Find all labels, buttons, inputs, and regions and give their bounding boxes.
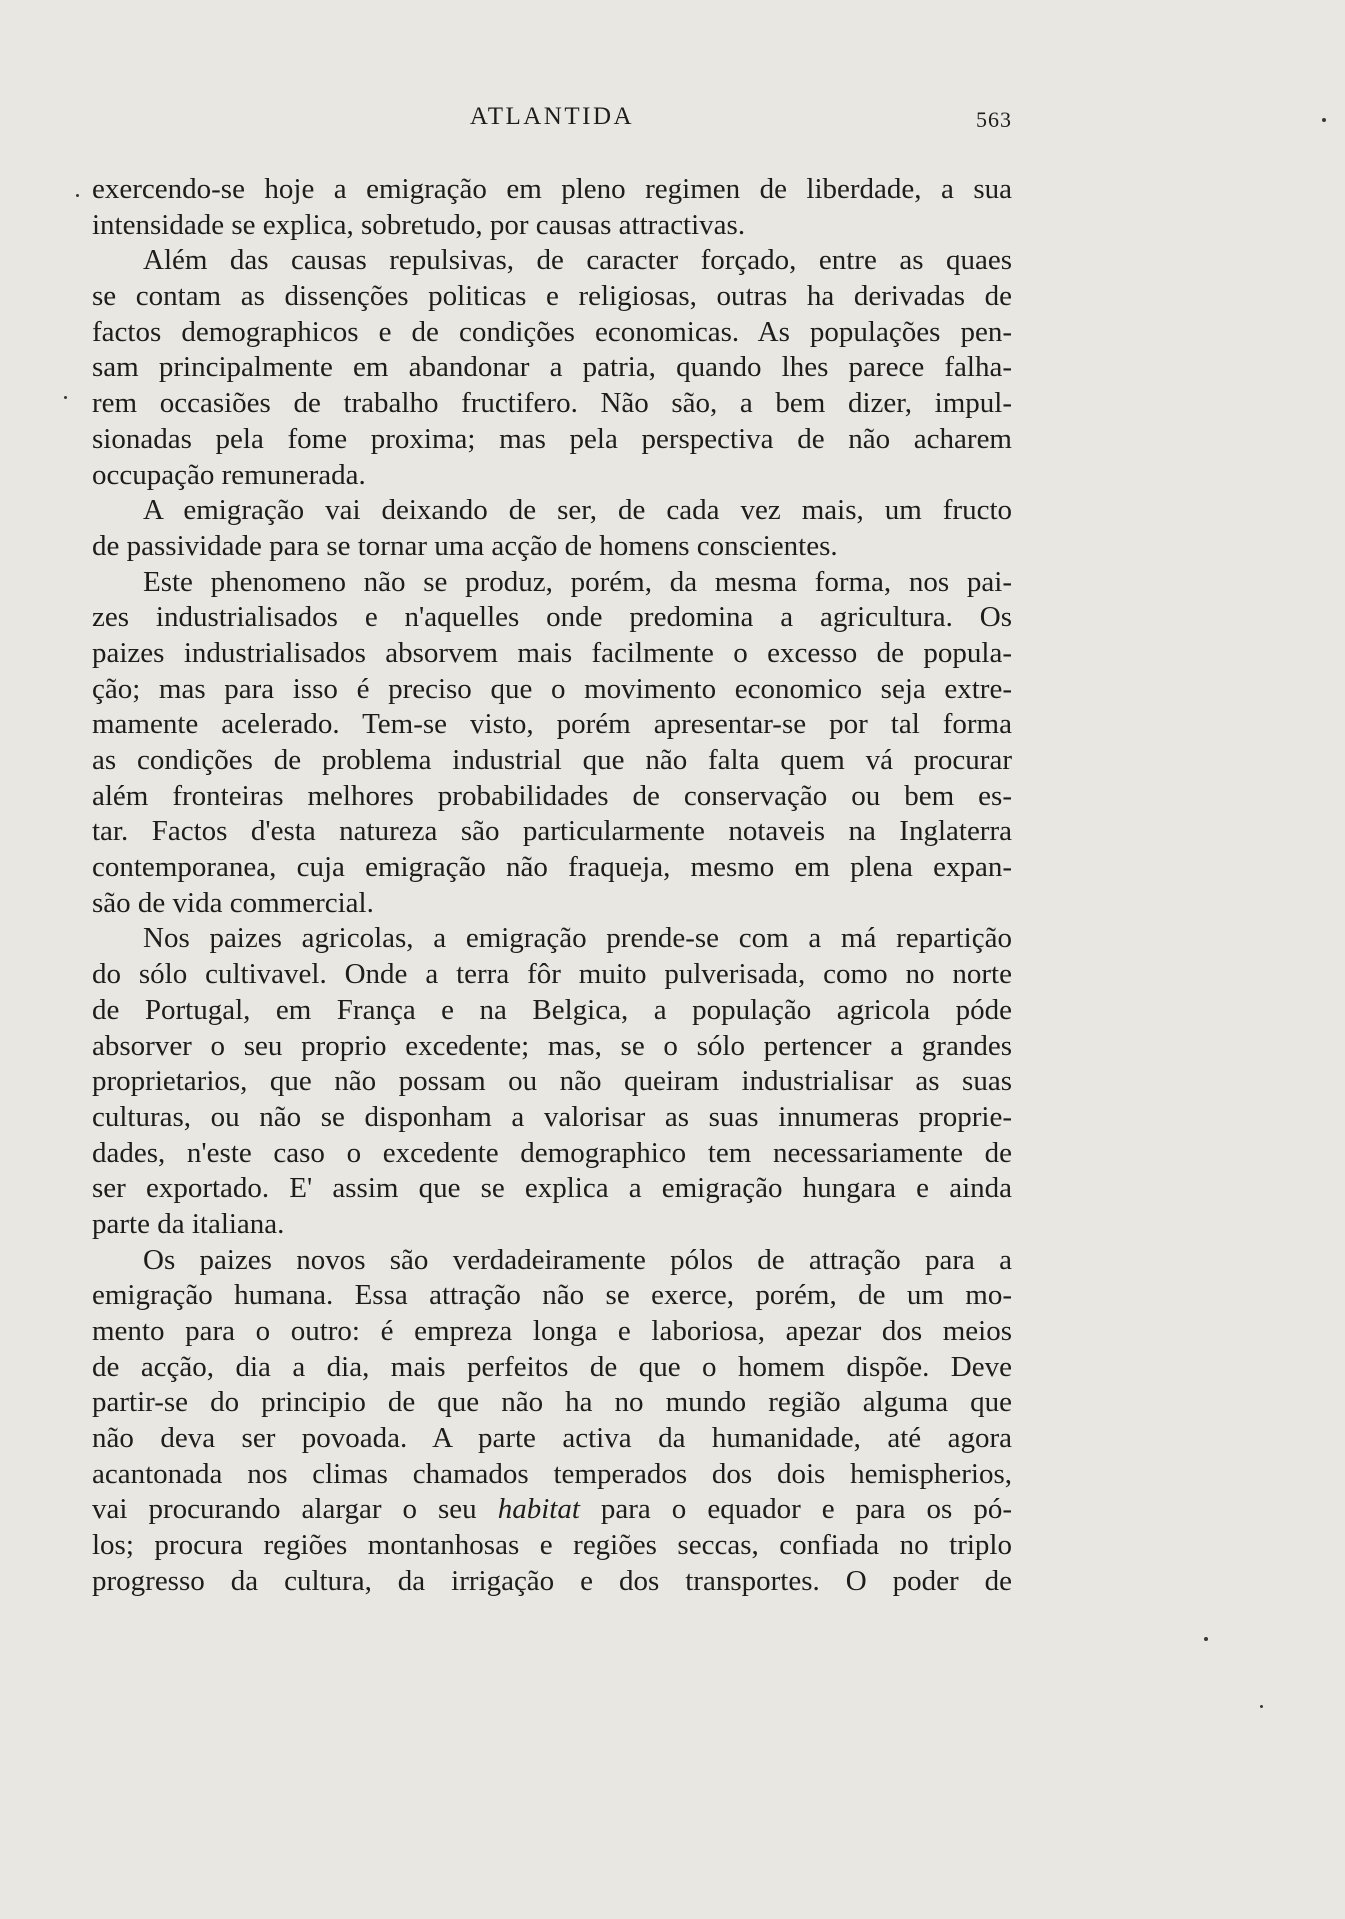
text-line: tar. Factos d'esta natureza são particularmente notaveis na Inglaterra: [92, 815, 1012, 848]
text-line: zes industrialisados e n'aquelles onde predomina a agricultura. Os: [92, 601, 1012, 634]
text-segment: para o equador e para os pó-: [579, 1493, 1013, 1526]
text-line: acantonada nos climas chamados temperados dos dois hemispherios,: [92, 1457, 1012, 1490]
text-line: exercendo-se hoje a emigração em pleno regimen de liberdade, a sua: [92, 173, 1012, 205]
text-line: do sólo cultivavel. Onde a terra fôr muito pulverisada, como no norte: [92, 958, 1012, 991]
paragraph-last-line: occupação remunerada.: [92, 458, 366, 491]
text-line: culturas, ou não se disponham a valorisar as suas innumeras proprie-: [92, 1100, 1012, 1133]
text-line: [92, 1492, 1012, 1528]
text-line: ser exportado. E' assim que se explica a emigração hungara e ainda: [92, 1172, 1012, 1205]
text-line: as condições de problema industrial que não falta quem vá procurar: [92, 744, 1012, 776]
text-line: absorver o seu proprio excedente; mas, se o sólo pertencer a grandes: [92, 1029, 1012, 1062]
print-speck: [1322, 118, 1326, 122]
text-line: paizes industrialisados absorvem mais facilmente o excesso de popula-: [92, 636, 1012, 669]
print-speck: [76, 194, 79, 197]
text-line: partir-se do principio de que não ha no mundo região alguma que: [92, 1386, 1012, 1419]
text-line: Este phenomeno não se produz, porém, da mesma forma, nos pai-: [143, 565, 1012, 598]
print-speck: [1260, 1705, 1263, 1708]
text-line: ção; mas para isso é preciso que o movimento economico seja extre-: [92, 672, 1012, 705]
text-line: A emigração vai deixando de ser, de cada vez mais, um fructo: [143, 494, 1012, 527]
text-line: factos demographicos e de condições economicas. As populações pen-: [92, 315, 1012, 348]
text-line: proprietarios, que não possam ou não queiram industrialisar as suas: [92, 1065, 1012, 1098]
text-line: de Portugal, em França e na Belgica, a população agricola póde: [92, 993, 1012, 1026]
body-text: [92, 172, 1012, 1600]
text-line: los; procura regiões montanhosas e regiões seccas, confiada no triplo: [92, 1529, 1012, 1562]
paragraph-last-line: de passividade para se tornar uma acção de homens conscientes.: [92, 529, 838, 562]
text-line: progresso da cultura, da irrigação e dos transportes. O poder de: [92, 1564, 1012, 1597]
text-line: além fronteiras melhores probabilidades de conservação ou bem es-: [92, 779, 1012, 812]
text-line: dades, n'este caso o excedente demographico tem necessariamente de: [92, 1136, 1012, 1169]
text-line: sam principalmente em abandonar a patria, quando lhes parece falha-: [92, 351, 1012, 384]
text-segment: vai procurando alargar o seu: [92, 1493, 498, 1526]
running-head: [92, 103, 1012, 143]
running-title: ATLANTIDA: [469, 103, 635, 130]
text-line: de acção, dia a dia, mais perfeitos de que o homem dispõe. Deve: [92, 1350, 1012, 1383]
page-number: 563: [976, 107, 1012, 132]
text-line: mamente acelerado. Tem-se visto, porém apresentar-se por tal forma: [92, 708, 1012, 741]
text-line: Além das causas repulsivas, de caracter forçado, entre as quaes: [143, 244, 1012, 277]
paragraph-last-line: são de vida commercial.: [92, 886, 374, 919]
text-line: contemporanea, cuja emigração não fraqueja, mesmo em plena expan-: [92, 851, 1012, 884]
text-line: se contam as dissenções politicas e religiosas, outras ha derivadas de: [92, 280, 1012, 313]
text-line: rem occasiões de trabalho fructifero. Não são, a bem dizer, impul-: [92, 387, 1012, 420]
text-line: mento para o outro: é empreza longa e laboriosa, apezar dos meios: [92, 1315, 1012, 1347]
paragraph-last-line: parte da italiana.: [92, 1207, 285, 1240]
text-line: sionadas pela fome proxima; mas pela perspectiva de não acharem: [92, 422, 1012, 455]
italic-term: habitat: [497, 1493, 580, 1526]
text-line: Nos paizes agricolas, a emigração prende-se com a má repartição: [143, 922, 1012, 955]
text-line: não deva ser povoada. A parte activa da humanidade, até agora: [92, 1422, 1012, 1455]
text-line: Os paizes novos são verdadeiramente pólos de attração para a: [143, 1243, 1012, 1276]
print-speck: [1204, 1637, 1208, 1641]
print-speck: [64, 396, 67, 399]
text-line: emigração humana. Essa attração não se exerce, porém, de um mo-: [92, 1279, 1012, 1312]
paragraph-last-line: intensidade se explica, sobretudo, por causas attractivas.: [92, 208, 746, 241]
